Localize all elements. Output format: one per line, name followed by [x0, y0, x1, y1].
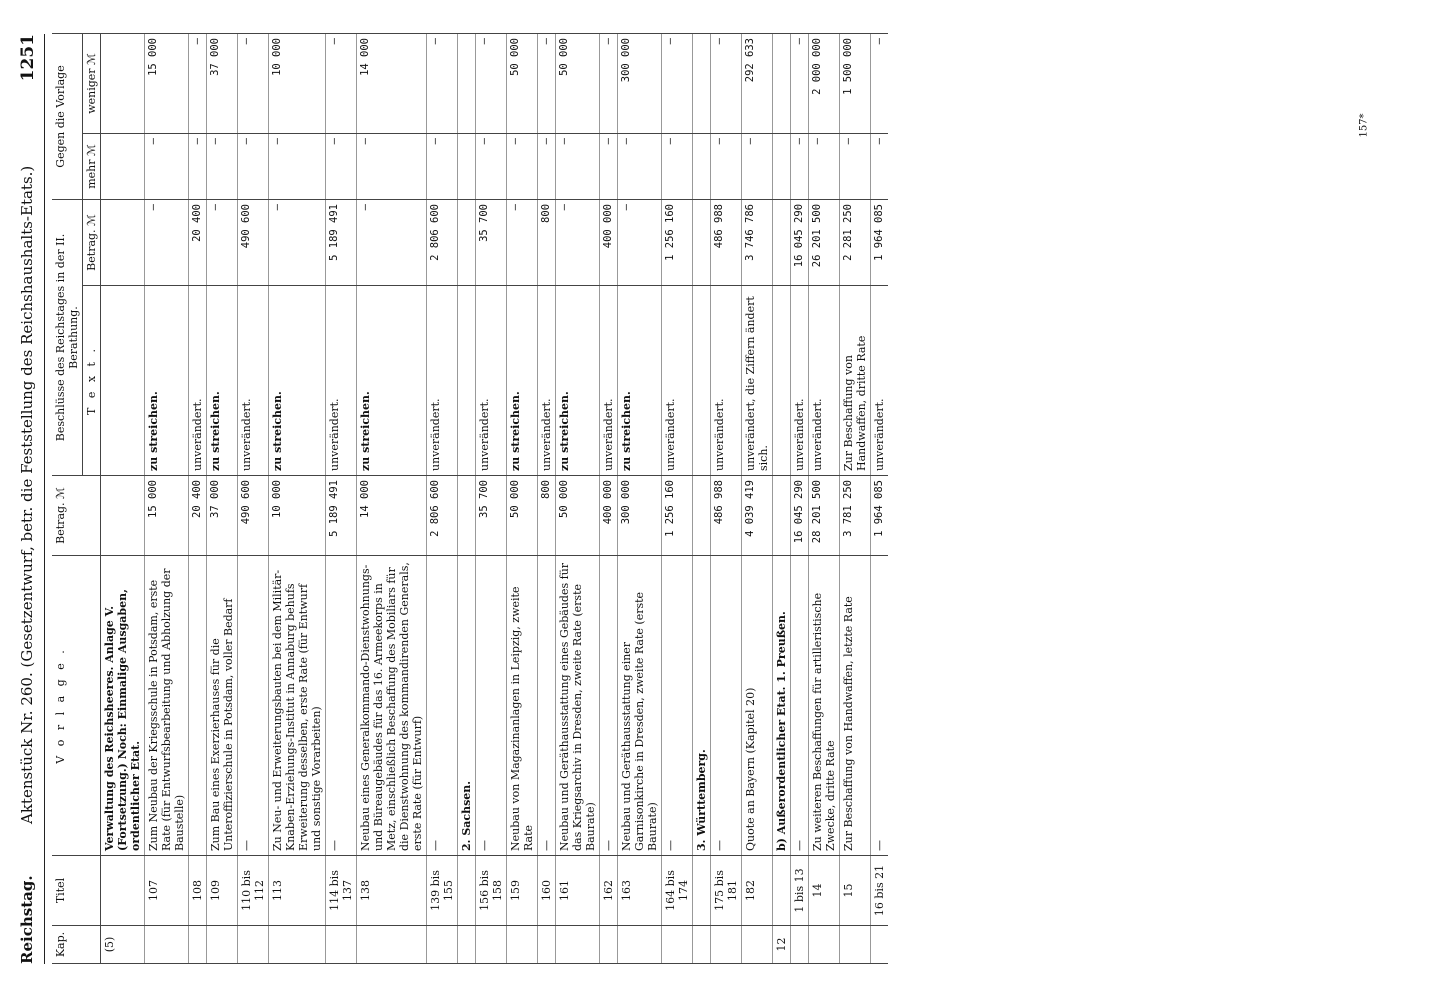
cell-titel: 1 bis 13 — [791, 856, 809, 926]
cell-betrag: 50 000 — [507, 476, 538, 556]
cell-kap — [357, 926, 427, 964]
cell-betrag: 486 988 — [711, 476, 742, 556]
cell-betrag2 — [773, 199, 791, 285]
cell-titel: 161 — [556, 856, 600, 926]
cell-weniger: 50 000 — [507, 33, 538, 133]
cell-weniger: 50 000 — [556, 33, 600, 133]
cell-betrag: 3 781 250 — [840, 476, 871, 556]
cell-text: Zum Neubau der Kriegsschule in Potsdam, erste Rate (für Entwurfsbearbeitung und Abholzung der Baustelle) — [145, 556, 189, 856]
cell-titel: 108 — [189, 856, 207, 926]
cell-weniger: — — [600, 33, 618, 133]
cell-betrag — [458, 476, 476, 556]
cell-text: b) Außerordentlicher Etat. 1. Preußen. — [773, 556, 791, 856]
cell-mehr: — — [662, 133, 693, 199]
cell-betrag: 490 600 — [238, 476, 269, 556]
cell-mehr: — — [427, 133, 458, 199]
cell-beschluss: zu streichen. — [507, 286, 538, 476]
cell-beschluss: unverändert. — [189, 286, 207, 476]
cell-weniger: — — [326, 33, 357, 133]
cell-mehr: — — [809, 133, 840, 199]
cell-betrag2: 1 964 085 — [871, 199, 889, 285]
cell-kap — [326, 926, 357, 964]
table-row — [427, 33, 458, 963]
header-rule — [44, 34, 45, 964]
cell-betrag — [101, 476, 145, 556]
cell-beschluss: unverändert. — [238, 286, 269, 476]
cell-weniger: — — [238, 33, 269, 133]
cell-kap — [427, 926, 458, 964]
cell-beschluss: unverändert. — [476, 286, 507, 476]
cell-text: — — [476, 556, 507, 856]
cell-text: Neubau von Magazinanlagen in Leipzig, zweite Rate — [507, 556, 538, 856]
cell-betrag2: 400 000 — [600, 199, 618, 285]
header-title: Aktenstück Nr. 260. (Gesetzentwurf, betr. die Feststellung des Reichshaushalts-Etats.) — [18, 165, 36, 824]
cell-kap — [618, 926, 662, 964]
cell-text: Quote an Bayern (Kapitel 20) — [742, 556, 773, 856]
cell-betrag2: — — [207, 199, 238, 285]
digitization-credit — [1408, 10, 1428, 1000]
cell-weniger: — — [538, 33, 556, 133]
cell-betrag: 10 000 — [269, 476, 326, 556]
cell-titel: 109 — [207, 856, 238, 926]
cell-betrag2: 2 806 600 — [427, 199, 458, 285]
cell-text: Neubau eines Generalkommando-Dienstwohnungs- und Büreaugebäudes für das 16. Armeekorps in Metz, einschließlich Beschaffung des Mobiliars für die Dienstwohnung des kommandirenden Generals, erste Rate (für Entwurf) — [357, 556, 427, 856]
cell-beschluss: zu streichen. — [269, 286, 326, 476]
cell-text: Neubau und Geräthausstattung einer Garnisonkirche in Dresden, zweite Rate (erste Baurate) — [618, 556, 662, 856]
cell-beschluss: unverändert. — [662, 286, 693, 476]
table-row — [326, 33, 357, 963]
table-row — [101, 33, 145, 963]
table-row — [458, 33, 476, 963]
cell-mehr: — — [269, 133, 326, 199]
cell-text: — — [538, 556, 556, 856]
cell-mehr: — — [600, 133, 618, 199]
cell-mehr: — — [742, 133, 773, 199]
cell-kap — [269, 926, 326, 964]
cell-betrag: 1 256 160 — [662, 476, 693, 556]
cell-text: Zur Beschaffung von Handwaffen, letzte Rate — [840, 556, 871, 856]
col-betrag2: Betrag. ℳ — [83, 199, 101, 285]
cell-betrag: 37 000 — [207, 476, 238, 556]
table-row — [357, 33, 427, 963]
cell-beschluss: unverändert. — [711, 286, 742, 476]
cell-kap — [871, 926, 889, 964]
page-number: 1251 — [18, 34, 38, 82]
col-gegen: Gegen die Vorlage — [52, 33, 83, 199]
cell-mehr: — — [357, 133, 427, 199]
table-row — [207, 33, 238, 963]
cell-beschluss: zu streichen. — [556, 286, 600, 476]
cell-text: Zum Bau eines Exerzierhauses für die Unteroffizierschule in Potsdam, voller Bedarf — [207, 556, 238, 856]
cell-kap — [791, 926, 809, 964]
cell-betrag2: 1 256 160 — [662, 199, 693, 285]
cell-titel: 107 — [145, 856, 189, 926]
cell-mehr: — — [207, 133, 238, 199]
cell-titel: 164 bis 174 — [662, 856, 693, 926]
cell-titel: 175 bis 181 — [711, 856, 742, 926]
cell-beschluss: zu streichen. — [145, 286, 189, 476]
cell-titel — [773, 856, 791, 926]
cell-text: 2. Sachsen. — [458, 556, 476, 856]
cell-kap — [600, 926, 618, 964]
table-row — [145, 33, 189, 963]
table-row — [773, 33, 791, 963]
cell-titel: 114 bis 137 — [326, 856, 357, 926]
cell-kap — [507, 926, 538, 964]
cell-mehr: — — [538, 133, 556, 199]
cell-kap: (5) — [101, 926, 145, 964]
cell-mehr: — — [326, 133, 357, 199]
col-vorlage: V o r l a g e . — [52, 556, 101, 856]
cell-betrag2: 26 201 500 — [809, 199, 840, 285]
cell-weniger: — — [476, 33, 507, 133]
cell-beschluss: zu streichen. — [618, 286, 662, 476]
budget-table — [52, 33, 888, 964]
cell-titel — [693, 856, 711, 926]
cell-mehr: — — [238, 133, 269, 199]
cell-beschluss: unverändert. — [871, 286, 889, 476]
cell-text: — — [238, 556, 269, 856]
cell-betrag: 16 045 290 — [791, 476, 809, 556]
cell-betrag: 800 — [538, 476, 556, 556]
footmark: 157* — [1358, 113, 1370, 138]
cell-titel: 159 — [507, 856, 538, 926]
cell-weniger — [693, 33, 711, 133]
cell-weniger: 14 000 — [357, 33, 427, 133]
cell-weniger: — — [711, 33, 742, 133]
cell-titel: 16 bis 21 — [871, 856, 889, 926]
cell-beschluss — [693, 286, 711, 476]
cell-betrag: 20 400 — [189, 476, 207, 556]
cell-titel — [101, 856, 145, 926]
cell-mehr: — — [618, 133, 662, 199]
table-row — [662, 33, 693, 963]
cell-mehr — [773, 133, 791, 199]
cell-kap — [742, 926, 773, 964]
cell-weniger: 292 633 — [742, 33, 773, 133]
cell-beschluss — [458, 286, 476, 476]
cell-betrag2: — — [269, 199, 326, 285]
cell-weniger: 15 000 — [145, 33, 189, 133]
cell-betrag2: 5 189 491 — [326, 199, 357, 285]
cell-beschluss: unverändert. — [538, 286, 556, 476]
cell-betrag: 300 000 — [618, 476, 662, 556]
cell-weniger: — — [871, 33, 889, 133]
col-titel: Titel — [52, 856, 101, 926]
cell-mehr: — — [791, 133, 809, 199]
cell-text: Zu weiteren Beschaffungen für artilleristische Zwecke, dritte Rate — [809, 556, 840, 856]
col-weniger: weniger ℳ — [83, 33, 101, 133]
cell-titel: 163 — [618, 856, 662, 926]
header-left: Reichstag. — [18, 875, 36, 964]
cell-betrag: 50 000 — [556, 476, 600, 556]
cell-weniger: 10 000 — [269, 33, 326, 133]
cell-mehr: — — [840, 133, 871, 199]
col-betrag: Betrag. ℳ — [52, 476, 101, 556]
cell-beschluss: Zur Beschaffung von Handwaffen, dritte Rate — [840, 286, 871, 476]
cell-beschluss: unverändert. — [791, 286, 809, 476]
table-row — [600, 33, 618, 963]
cell-betrag2 — [458, 199, 476, 285]
cell-beschluss: unverändert. — [600, 286, 618, 476]
cell-beschluss: unverändert. — [326, 286, 357, 476]
cell-mehr: — — [189, 133, 207, 199]
table-row — [791, 33, 809, 963]
cell-beschluss: unverändert. — [809, 286, 840, 476]
table-row — [238, 33, 269, 963]
cell-kap — [662, 926, 693, 964]
cell-betrag: 1 964 085 — [871, 476, 889, 556]
cell-weniger: 2 000 000 — [809, 33, 840, 133]
cell-titel: 182 — [742, 856, 773, 926]
cell-betrag2: 35 700 — [476, 199, 507, 285]
cell-mehr: — — [476, 133, 507, 199]
cell-text: — — [711, 556, 742, 856]
cell-beschluss: unverändert. — [427, 286, 458, 476]
cell-kap — [711, 926, 742, 964]
col-mehr: mehr ℳ — [83, 133, 101, 199]
col-text: T e x t . — [83, 286, 101, 476]
cell-mehr: — — [711, 133, 742, 199]
cell-text: — — [871, 556, 889, 856]
cell-kap — [538, 926, 556, 964]
cell-betrag: 4 039 419 — [742, 476, 773, 556]
cell-betrag2: — — [357, 199, 427, 285]
cell-weniger: — — [662, 33, 693, 133]
table-row — [809, 33, 840, 963]
cell-kap — [238, 926, 269, 964]
cell-betrag — [693, 476, 711, 556]
cell-betrag: 15 000 — [145, 476, 189, 556]
cell-beschluss: zu streichen. — [207, 286, 238, 476]
table-row — [556, 33, 600, 963]
cell-mehr: — — [556, 133, 600, 199]
cell-text: — — [662, 556, 693, 856]
cell-betrag — [773, 476, 791, 556]
cell-betrag2: — — [145, 199, 189, 285]
cell-titel: 113 — [269, 856, 326, 926]
cell-titel: 156 bis 158 — [476, 856, 507, 926]
cell-text: Verwaltung des Reichsheeres. Anlage V. (Fortsetzung.) Noch: Einmalige Ausgaben, ordentlicher Etat. — [101, 556, 145, 856]
cell-betrag2: 20 400 — [189, 199, 207, 285]
cell-titel: 110 bis 112 — [238, 856, 269, 926]
col-kap: Kap. — [52, 926, 101, 964]
cell-kap — [145, 926, 189, 964]
cell-text — [189, 556, 207, 856]
cell-titel: 160 — [538, 856, 556, 926]
cell-mehr: — — [507, 133, 538, 199]
cell-text: Zu Neu- und Erweiterungsbauten bei dem Militär-Knaben-Erziehungs-Institut in Annaburg behufs Erweiterung desselben, erste Rate (für Entwurf und sonstige Vorarbeiten) — [269, 556, 326, 856]
cell-kap: 12 — [773, 926, 791, 964]
table-row — [189, 33, 207, 963]
cell-beschluss — [101, 286, 145, 476]
table-row — [871, 33, 889, 963]
cell-titel: 139 bis 155 — [427, 856, 458, 926]
col-beschluesse: Beschlüsse des Reichstages in der II. Berathung. — [52, 199, 83, 475]
cell-betrag2 — [101, 199, 145, 285]
cell-weniger: 300 000 — [618, 33, 662, 133]
cell-betrag: 14 000 — [357, 476, 427, 556]
cell-titel: 15 — [840, 856, 871, 926]
cell-betrag: 35 700 — [476, 476, 507, 556]
cell-betrag2: 490 600 — [238, 199, 269, 285]
table-row — [507, 33, 538, 963]
cell-betrag: 5 189 491 — [326, 476, 357, 556]
cell-kap — [476, 926, 507, 964]
cell-beschluss — [773, 286, 791, 476]
cell-betrag: 2 806 600 — [427, 476, 458, 556]
cell-text: — — [600, 556, 618, 856]
cell-titel: 138 — [357, 856, 427, 926]
table-row — [693, 33, 711, 963]
cell-weniger: — — [427, 33, 458, 133]
cell-kap — [207, 926, 238, 964]
table-row — [618, 33, 662, 963]
table-row — [476, 33, 507, 963]
cell-weniger: 1 500 000 — [840, 33, 871, 133]
cell-betrag2: 800 — [538, 199, 556, 285]
cell-betrag: 28 201 500 — [809, 476, 840, 556]
cell-titel: 162 — [600, 856, 618, 926]
table-row — [269, 33, 326, 963]
cell-text: — — [326, 556, 357, 856]
cell-text: — — [427, 556, 458, 856]
cell-text: — — [791, 556, 809, 856]
cell-mehr: — — [871, 133, 889, 199]
table-row — [538, 33, 556, 963]
cell-weniger — [101, 33, 145, 133]
cell-betrag2: 486 988 — [711, 199, 742, 285]
cell-mehr — [693, 133, 711, 199]
cell-betrag2: 16 045 290 — [791, 199, 809, 285]
cell-kap — [189, 926, 207, 964]
cell-betrag2: — — [556, 199, 600, 285]
cell-weniger: — — [791, 33, 809, 133]
cell-betrag2 — [693, 199, 711, 285]
cell-titel — [458, 856, 476, 926]
table-row — [742, 33, 773, 963]
table-row — [840, 33, 871, 963]
cell-mehr: — — [145, 133, 189, 199]
cell-kap — [693, 926, 711, 964]
cell-mehr — [458, 133, 476, 199]
table-row — [711, 33, 742, 963]
cell-kap — [458, 926, 476, 964]
cell-betrag2: — — [618, 199, 662, 285]
cell-weniger: — — [189, 33, 207, 133]
cell-betrag: 400 000 — [600, 476, 618, 556]
cell-kap — [809, 926, 840, 964]
cell-betrag2: 3 746 786 — [742, 199, 773, 285]
cell-beschluss: unverändert, die Ziffern ändert sich. — [742, 286, 773, 476]
cell-mehr — [101, 133, 145, 199]
cell-titel: 14 — [809, 856, 840, 926]
cell-text: 3. Württemberg. — [693, 556, 711, 856]
cell-betrag2: — — [507, 199, 538, 285]
cell-betrag2: 2 281 250 — [840, 199, 871, 285]
table-body — [101, 33, 889, 963]
cell-weniger — [773, 33, 791, 133]
cell-beschluss: zu streichen. — [357, 286, 427, 476]
cell-text: Neubau und Geräthausstattung eines Gebäudes für das Kriegsarchiv in Dresden, zweite Rate (erste Baurate) — [556, 556, 600, 856]
cell-kap — [556, 926, 600, 964]
cell-weniger — [458, 33, 476, 133]
cell-weniger: 37 000 — [207, 33, 238, 133]
cell-kap — [840, 926, 871, 964]
